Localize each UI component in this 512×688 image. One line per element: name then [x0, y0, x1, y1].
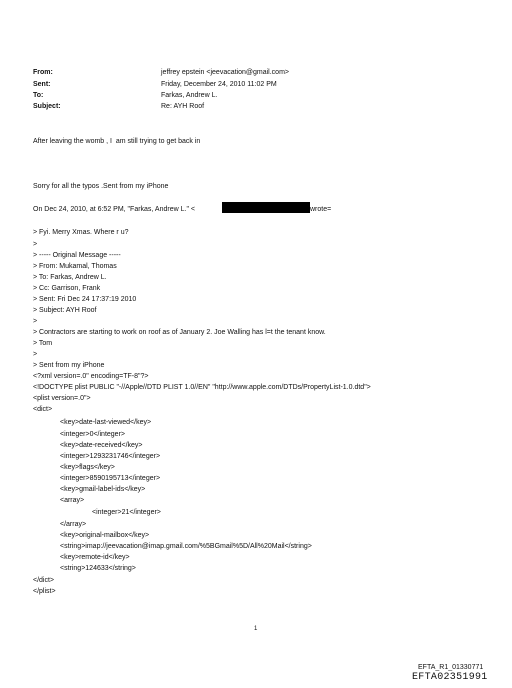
subject-label: Subject: — [33, 103, 61, 110]
dict-line: <integer>8590195713</integer> — [60, 475, 161, 482]
dict-line: <integer>0</integer> — [60, 431, 125, 438]
closing-line: </plist> — [33, 588, 56, 595]
subject-value: Re: AYH Roof — [161, 103, 205, 110]
to-label: To: — [33, 92, 44, 99]
dict-line: <key>date-last-viewed</key> — [60, 419, 152, 426]
dict-line: <key>original-mailbox</key> — [60, 532, 150, 539]
quoted-line: <plist version=.0"> — [33, 395, 91, 402]
body-line-1: After leaving the womb , I am still trying to get back in — [33, 138, 201, 145]
quoted-line: <!DOCTYPE plist PUBLIC "-//Apple//DTD PLIST 1.0//EN" "http://www.apple.com/DTDs/PropertyList-1.0.dtd"> — [33, 384, 371, 391]
dict-line: <array> — [60, 497, 85, 504]
quoted-line: > — [33, 241, 38, 248]
quote-wrote: wrote= — [310, 206, 332, 213]
array-line: <integer>21</integer> — [92, 509, 161, 516]
quoted-line: <?xml version=.0" encoding=TF-8"?> — [33, 373, 149, 380]
closing-line: </dict> — [33, 577, 55, 584]
page-number: 1 — [254, 626, 258, 632]
body-line-2: Sorry for all the typos .Sent from my iPhone — [33, 183, 169, 190]
from-value: jeffrey epstein <jeevacation@gmail.com> — [161, 69, 289, 76]
dict-line: <key>flags</key> — [60, 464, 115, 471]
quoted-line: > — [33, 318, 38, 325]
quoted-line: > Contractors are starting to work on roof as of January 2. Joe Walling has l=t the tenant know. — [33, 329, 326, 336]
dict-line: <string>124633</string> — [60, 565, 136, 572]
dict-line: <string>imap://jeevacation@imap.gmail.com/%5BGmail%5D/All%20Mail</string> — [60, 543, 312, 550]
footer-ref-small: EFTA_R1_01330771 — [418, 664, 484, 671]
quoted-line: > Sent from my iPhone — [33, 362, 105, 369]
dict-line: <key>date-received</key> — [60, 442, 143, 449]
quoted-line: > Cc: Garrison, Frank — [33, 285, 101, 292]
dict-line: <key>remote-id</key> — [60, 554, 130, 561]
sent-value: Friday, December 24, 2010 11:02 PM — [161, 81, 277, 88]
quote-intro: On Dec 24, 2010, at 6:52 PM, "Farkas, Andrew L." < — [33, 206, 195, 213]
quoted-line: > Sent: Fri Dec 24 17:37:19 2010 — [33, 296, 137, 303]
sent-label: Sent: — [33, 81, 51, 88]
quoted-line: <dict> — [33, 406, 53, 413]
quoted-line: > ----- Original Message ----- — [33, 252, 121, 259]
from-label: From: — [33, 69, 53, 76]
quoted-line: > Tom — [33, 340, 53, 347]
to-value: Farkas, Andrew L. — [161, 92, 218, 99]
quoted-line: > From: Mukamal, Thomas — [33, 263, 117, 270]
dict-line: <integer>1293231746</integer> — [60, 453, 161, 460]
quoted-line: > Subject: AYH Roof — [33, 307, 97, 314]
dict-line: </array> — [60, 521, 87, 528]
quoted-line: > — [33, 351, 38, 358]
quoted-line: > Fyi. Merry Xmas. Where r u? — [33, 229, 129, 236]
dict-line: <key>gmail-label-ids</key> — [60, 486, 146, 493]
redaction-box — [222, 202, 310, 213]
footer-ref-large: EFTA02351991 — [412, 672, 488, 683]
quoted-line: > To: Farkas, Andrew L. — [33, 274, 107, 281]
